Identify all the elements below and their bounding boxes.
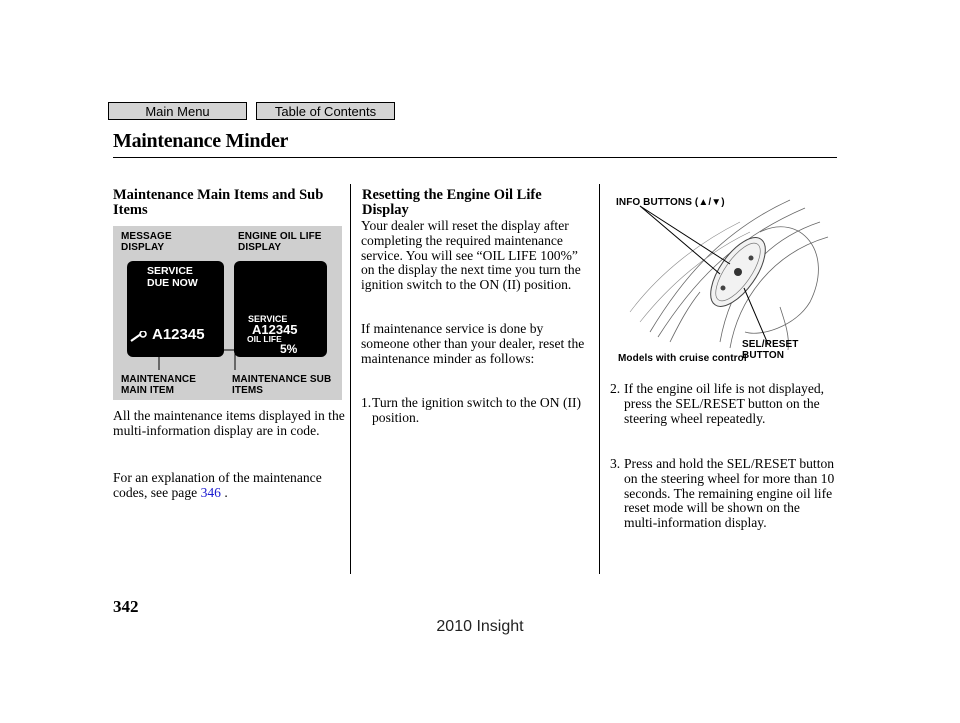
table-of-contents-button[interactable]: Table of Contents [256,102,395,120]
resetting-heading: Resetting the Engine Oil Life Display [362,187,542,218]
info-buttons-label: INFO BUTTONS (▲/▼) [616,197,725,208]
column-divider-left [350,184,351,574]
main-menu-button[interactable]: Main Menu [108,102,247,120]
title-rule [113,157,837,158]
step-2-number: 2. [610,381,621,396]
step-1 [361,396,596,436]
page-number: 342 [113,597,139,616]
message-display-label: MESSAGE DISPLAY [121,231,172,253]
main-item-label: MAINTENANCE MAIN ITEM [121,374,196,396]
sel-reset-label: SEL/RESET BUTTON [742,339,799,361]
lcd2-service-text: SERVICE [248,314,288,324]
page-346-link[interactable]: 346 [200,484,221,500]
sub-items-label: MAINTENANCE SUB ITEMS [232,374,332,396]
lcd-main-code: A12345 [152,326,205,343]
display-diagram [113,226,342,400]
step-1-text: Turn the ignition switch to the ON (II) position. [372,395,582,425]
reset-intro-paragraph: Your dealer will reset the display after completing the required maintenance service. You will see “OIL LIFE 100%” on the display the next time you turn the ignition switch to the ON (II) position. [361,218,581,293]
page-title: Maintenance Minder [113,130,289,152]
codes-text: For an explanation of the maintenance codes, see page [113,470,322,500]
lcd2-oil-life-text: OIL LIFE [247,334,282,344]
main-items-paragraph: All the maintenance items displayed in the multi-information display are in code. [113,408,345,438]
lcd-service-text: SERVICE [147,265,193,277]
step-2 [610,382,840,442]
lcd2-code: A12345 [252,322,298,337]
steering-wheel-diagram [610,192,837,368]
oil-life-display-label: ENGINE OIL LIFE DISPLAY [238,231,322,253]
models-label: Models with cruise control [618,353,747,364]
step-2-text: If the engine oil life is not displayed, press the SEL/RESET button on the steering wheel repeatedly. [624,381,825,426]
maintenance-codes-paragraph [113,471,345,501]
lcd2-percent: 5% [280,342,298,356]
footer-title: 2010 Insight [436,618,524,635]
step-3 [610,457,840,552]
column-divider-right [599,184,600,574]
reset-other-paragraph: If maintenance service is done by someone other than your dealer, reset the maintenance minder as follows: [361,321,585,366]
lcd-due-now-text: DUE NOW [147,277,198,289]
codes-suffix: . [224,484,228,500]
step-3-number: 3. [610,456,621,471]
info-button-icon [734,268,742,276]
main-items-heading: Maintenance Main Items and Sub Items [113,187,324,218]
step-3-text: Press and hold the SEL/RESET button on the steering wheel for more than 10 seconds. The remaining engine oil life reset mode will be shown on the multi-information display. [624,456,835,531]
step-1-number: 1. [361,395,372,410]
